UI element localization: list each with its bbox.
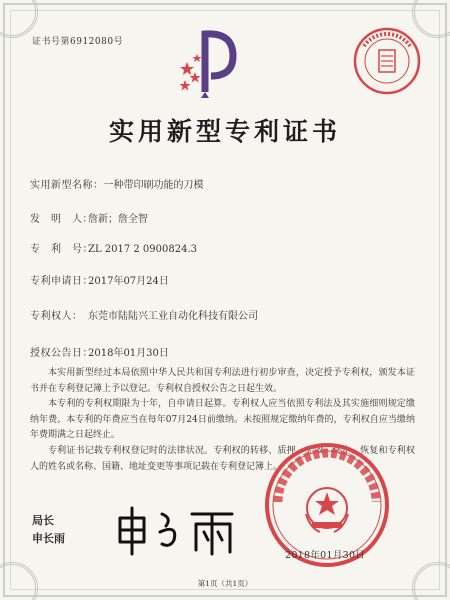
- field-value: 东莞市陆陆兴工业自动化科技有限公司: [88, 311, 258, 322]
- filing-date-field: [30, 272, 169, 287]
- field-value: 2018年01月30日: [88, 348, 169, 359]
- inventor-field: [30, 210, 148, 225]
- field-value: ZL 2017 2 0900824.3: [88, 244, 198, 255]
- director-title: 局长: [32, 514, 54, 527]
- field-label: 专 利 号：: [30, 244, 93, 255]
- field-label: 授权公告日：: [30, 348, 93, 359]
- patent-number-field: [30, 240, 197, 255]
- field-value: 一种带印刷功能的刀模: [103, 180, 204, 191]
- director-name: 申长雨: [32, 532, 65, 545]
- seal-date: 2018年01月30日: [285, 550, 366, 561]
- field-value: 2017年07月24日: [88, 276, 169, 287]
- body-paragraph: 本专利的专利权期限为十年，自申请日起算。专利权人应当依照专利法及其实施细则规定缴纳年费。本专利的年费应当在每年07月24日前缴纳。未按照规定缴纳年费的，专利权自应当缴纳年费期满之日起终止。: [30, 399, 415, 441]
- page-number: 第1页（共1页）: [197, 579, 253, 588]
- registration-seal-icon: [352, 26, 422, 96]
- field-label: 专利权人：: [30, 311, 83, 322]
- utility-model-name-field: [30, 176, 204, 191]
- director-signature-icon: [108, 498, 248, 558]
- field-value: 詹新；詹全智: [88, 214, 148, 225]
- body-paragraph: 专利证书记载专利权登记时的法律状况。专利权的转移、质押、无效、终止、恢复和专利权人的姓名或名称、国籍、地址变更等事项记载在专利登记簿上。: [30, 445, 415, 472]
- patent-office-emblem-icon: [175, 22, 245, 102]
- grant-date-field: [30, 344, 169, 359]
- certificate-title: 实用新型专利证书: [108, 117, 341, 146]
- field-label: 实用新型名称：: [30, 180, 104, 191]
- patentee-field: [30, 307, 258, 322]
- body-paragraph: 本实用新型经过本局依照中华人民共和国专利法进行初步审查，决定授予专利权，颁发本证书并在专利登记簿上予以登记。专利权自授权公告之日起生效。: [30, 368, 415, 394]
- field-label: 发 明 人：: [30, 214, 93, 225]
- field-label: 专利申请日：: [30, 276, 93, 287]
- certificate-number: 证书号第6912080号: [32, 37, 124, 47]
